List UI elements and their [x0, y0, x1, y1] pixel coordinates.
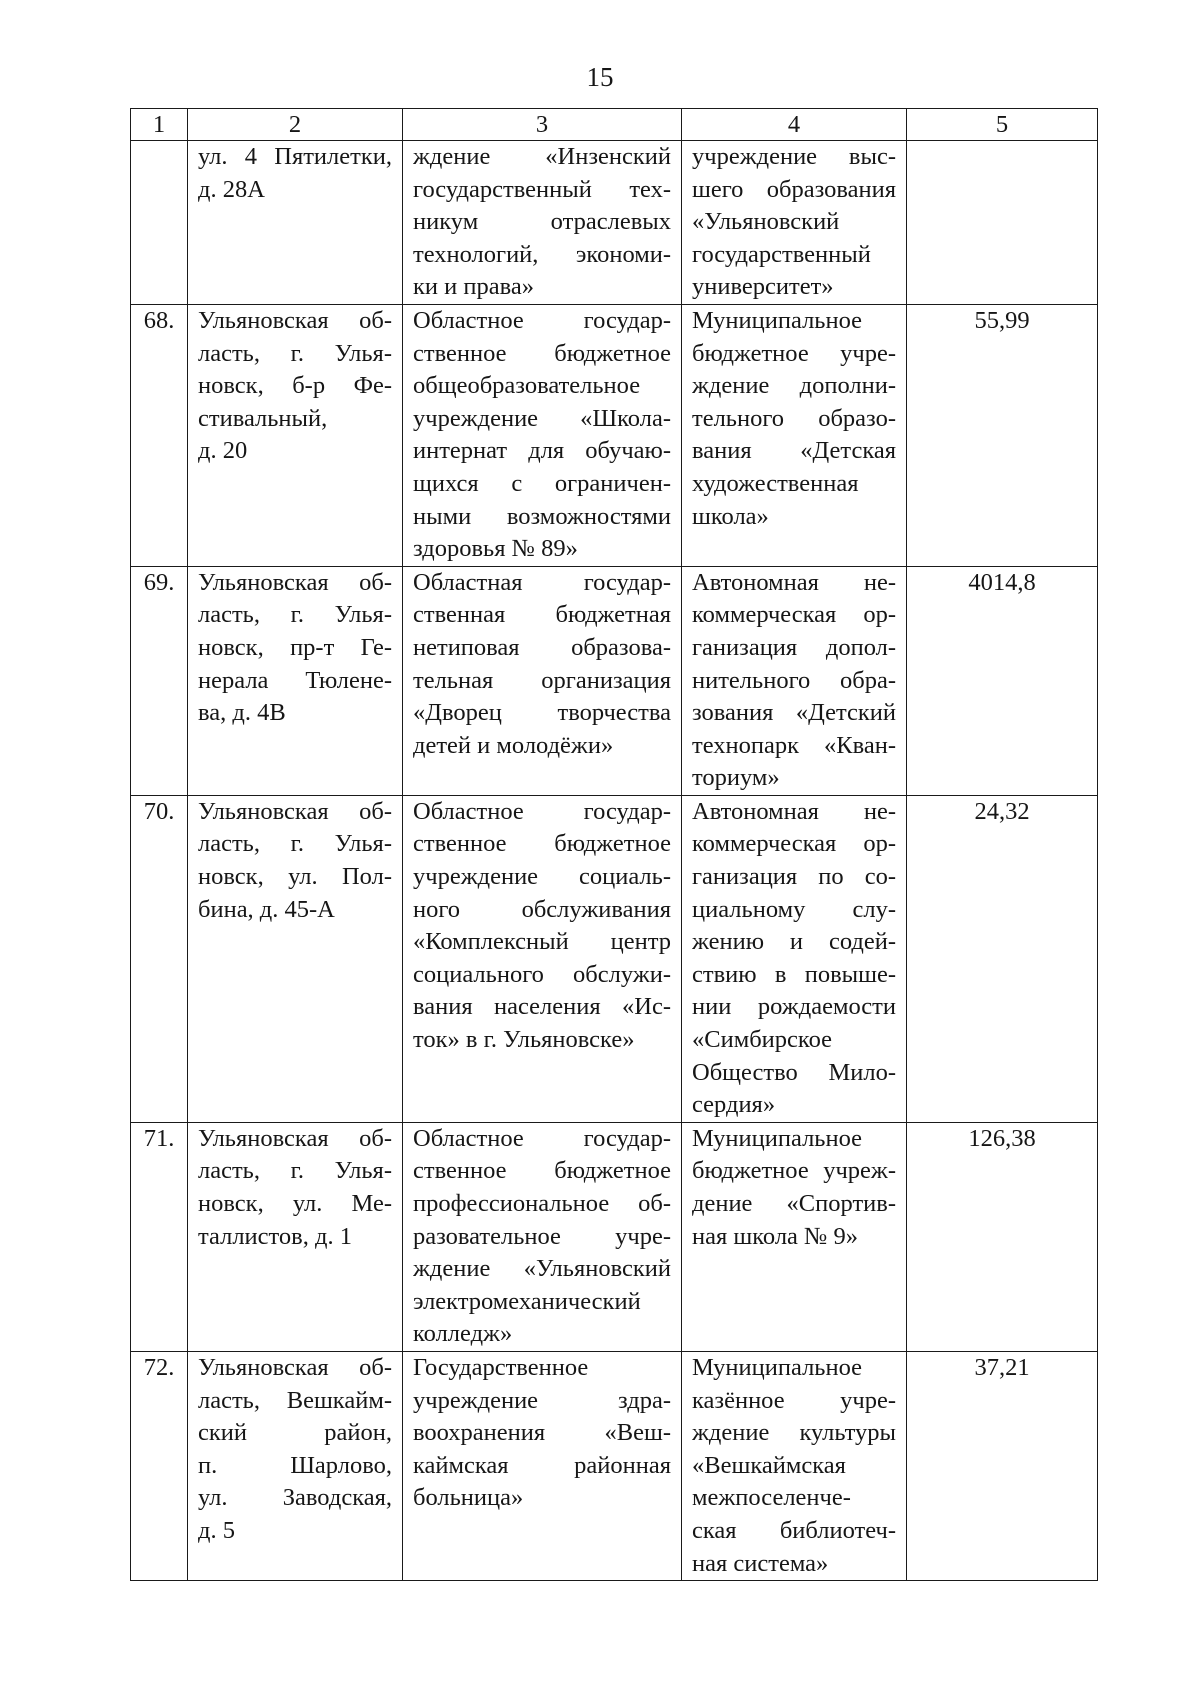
- recipient-organization-line: Автономная не-: [692, 568, 896, 596]
- current-holder-line: ственное бюджетное: [413, 1157, 671, 1185]
- object-address-line: Ульяновская об-: [198, 797, 392, 825]
- recipient-organization-line: государственный: [692, 240, 871, 268]
- row-number: 68.: [131, 304, 188, 566]
- current-holder-line: нетиповая образова-: [413, 633, 671, 661]
- area-value: 55,99: [907, 304, 1098, 566]
- recipient-organization-line: вания «Детская: [692, 437, 896, 465]
- object-address-line: ский район,: [198, 1419, 392, 1447]
- table-row: [131, 304, 1098, 566]
- table-row: [131, 795, 1098, 1122]
- current-holder-line: каймская районная: [413, 1451, 671, 1479]
- current-holder-line: ственное бюджетное: [413, 830, 671, 858]
- current-holder-line: ственная бюджетная: [413, 601, 671, 629]
- object-address-line: п. Шарлово,: [198, 1451, 392, 1479]
- recipient-organization-line: технопарк «Кван-: [692, 731, 896, 759]
- object-address-line: новск, б-р Фе-: [198, 372, 392, 400]
- table-body: [131, 141, 1098, 1581]
- current-holder-line: учреждение социаль-: [413, 863, 671, 891]
- recipient-organization-line: жению и содей-: [692, 928, 896, 956]
- current-holder-line: ки и права»: [413, 273, 534, 301]
- table-header-row: [131, 109, 1098, 141]
- current-holder-line: ственное бюджетное: [413, 339, 671, 367]
- recipient-organization-line: ная система»: [692, 1549, 829, 1577]
- recipient-organization-line: коммерческая ор-: [692, 601, 896, 629]
- recipient-organization: [682, 304, 907, 566]
- area-value: 24,32: [907, 795, 1098, 1122]
- current-holder-line: Государственное: [413, 1353, 589, 1381]
- recipient-organization-line: ская библиотеч-: [692, 1516, 896, 1544]
- recipient-organization-line: художественная: [692, 469, 859, 497]
- current-holder-line: здоровья № 89»: [413, 535, 578, 563]
- object-address-line: Ульяновская об-: [198, 568, 392, 596]
- object-address: [188, 1122, 403, 1351]
- recipient-organization-line: ствию в повыше-: [692, 960, 896, 988]
- object-address: [188, 304, 403, 566]
- recipient-organization-line: ганизация допол-: [692, 633, 896, 661]
- area-value: 37,21: [907, 1351, 1098, 1580]
- current-holder-line: больница»: [413, 1484, 524, 1512]
- object-address-line: бина, д. 45-А: [198, 895, 335, 923]
- current-holder-line: колледж»: [413, 1320, 513, 1348]
- recipient-organization-line: Муниципальное: [692, 306, 863, 334]
- object-address-line: д. 5: [198, 1516, 235, 1544]
- recipient-organization-line: Автономная не-: [692, 797, 896, 825]
- current-holder-line: учреждение здра-: [413, 1386, 671, 1414]
- current-holder-line: «Комплексный центр: [413, 928, 671, 956]
- column-header-4: 4: [682, 109, 907, 141]
- current-holder-line: социального обслужи-: [413, 960, 671, 988]
- table-row: [131, 1351, 1098, 1580]
- column-header-3: 3: [403, 109, 682, 141]
- recipient-organization-line: «Ульяновский: [692, 208, 840, 236]
- recipient-organization-line: ная школа № 9»: [692, 1222, 859, 1250]
- recipient-organization-line: ганизация по со-: [692, 863, 896, 891]
- recipient-organization-line: сердия»: [692, 1091, 776, 1119]
- object-address-line: таллистов, д. 1: [198, 1222, 352, 1250]
- recipient-organization-line: ториум»: [692, 764, 780, 792]
- recipient-organization-line: Муниципальное: [692, 1124, 863, 1152]
- current-holder-line: ждение «Ульяновский: [413, 1255, 671, 1283]
- recipient-organization-line: зования «Детский: [692, 699, 896, 727]
- recipient-organization: [682, 1351, 907, 1580]
- recipient-organization-line: коммерческая ор-: [692, 830, 896, 858]
- object-address: [188, 1351, 403, 1580]
- recipient-organization-line: циальному слу-: [692, 895, 896, 923]
- table-row: [131, 566, 1098, 795]
- object-address-line: ласть, г. Улья-: [198, 1157, 392, 1185]
- current-holder-line: тельная организация: [413, 666, 671, 694]
- table-row: [131, 1122, 1098, 1351]
- object-address-line: ласть, г. Улья-: [198, 830, 392, 858]
- current-holder-line: профессиональное об-: [413, 1190, 671, 1217]
- recipient-organization-line: университет»: [692, 273, 834, 301]
- current-holder-line: государственный тех-: [413, 175, 671, 203]
- recipient-organization: [682, 141, 907, 305]
- current-holder: [403, 566, 682, 795]
- current-holder: [403, 795, 682, 1122]
- row-number: [131, 141, 188, 305]
- current-holder-line: Областное государ-: [413, 306, 671, 334]
- current-holder-line: никум отраслевых: [413, 208, 671, 236]
- object-address-line: ул. 4 Пятилетки,: [198, 143, 392, 170]
- recipient-organization-line: межпоселенче-: [692, 1484, 851, 1512]
- recipient-organization-line: ждение культуры: [692, 1419, 896, 1447]
- page-number: 15: [586, 62, 614, 92]
- recipient-organization-line: Муниципальное: [692, 1353, 863, 1381]
- current-holder-line: технологий, экономи-: [413, 240, 671, 268]
- row-number: 70.: [131, 795, 188, 1122]
- current-holder-line: ного обслуживания: [413, 895, 671, 923]
- current-holder: [403, 1351, 682, 1580]
- current-holder: [403, 304, 682, 566]
- column-header-5: 5: [907, 109, 1098, 141]
- object-address-line: ва, д. 4В: [198, 699, 286, 727]
- object-address-line: д. 28А: [198, 175, 265, 203]
- current-holder-line: щихся с ограничен-: [413, 469, 671, 497]
- recipient-organization-line: «Вешкаймская: [692, 1451, 846, 1479]
- current-holder-line: электромеханический: [413, 1287, 641, 1315]
- recipient-organization: [682, 795, 907, 1122]
- area-value: 4014,8: [907, 566, 1098, 795]
- current-holder-line: вания населения «Ис-: [413, 993, 671, 1021]
- current-holder-line: интернат для обучаю-: [413, 437, 671, 465]
- table-row: [131, 141, 1098, 305]
- current-holder-line: «Дворец творчества: [413, 699, 671, 727]
- area-value: 126,38: [907, 1122, 1098, 1351]
- object-address-line: новск, ул. Ме-: [198, 1190, 392, 1217]
- recipient-organization-line: «Симбирское: [692, 1026, 832, 1054]
- current-holder-line: ждение «Инзенский: [413, 143, 671, 170]
- object-address-line: стивальный,: [198, 404, 328, 432]
- recipient-organization-line: нии рождаемости: [692, 993, 896, 1021]
- object-address-line: Ульяновская об-: [198, 306, 392, 334]
- recipient-organization-line: учреждение выс-: [692, 143, 896, 170]
- current-holder-line: ток» в г. Ульяновске»: [413, 1026, 635, 1054]
- row-number: 69.: [131, 566, 188, 795]
- current-holder-line: Областное государ-: [413, 1124, 671, 1152]
- current-holder-line: детей и молодёжи»: [413, 731, 614, 759]
- recipient-organization-line: Общество Мило-: [692, 1058, 896, 1086]
- object-address-line: нерала Тюлене-: [198, 666, 392, 694]
- row-number: 72.: [131, 1351, 188, 1580]
- current-holder-line: воохранения «Веш-: [413, 1419, 671, 1447]
- object-address-line: ласть, г. Улья-: [198, 601, 392, 629]
- object-address-line: д. 20: [198, 437, 248, 465]
- current-holder-line: ными возможностями: [413, 502, 671, 530]
- object-address-line: ул. Заводская,: [198, 1484, 392, 1512]
- object-address-line: новск, ул. Пол-: [198, 863, 392, 891]
- column-header-1: 1: [131, 109, 188, 141]
- object-address-line: ласть, г. Улья-: [198, 339, 392, 367]
- recipient-organization-line: дение «Спортив-: [692, 1190, 896, 1217]
- current-holder: [403, 1122, 682, 1351]
- column-header-2: 2: [188, 109, 403, 141]
- current-holder-line: разовательное учре-: [413, 1222, 671, 1250]
- recipient-organization-line: бюджетное учре-: [692, 339, 896, 367]
- recipient-organization-line: нительного обра-: [692, 666, 896, 694]
- recipient-organization: [682, 1122, 907, 1351]
- current-holder-line: Областная государ-: [413, 568, 671, 596]
- property-table: [130, 108, 1098, 1581]
- recipient-organization-line: ждение дополни-: [692, 372, 896, 400]
- current-holder: [403, 141, 682, 305]
- object-address-line: Ульяновская об-: [198, 1124, 392, 1152]
- object-address-line: ласть, Вешкайм-: [198, 1386, 392, 1414]
- object-address: [188, 141, 403, 305]
- current-holder-line: общеобразовательное: [413, 372, 641, 400]
- object-address-line: Ульяновская об-: [198, 1353, 392, 1381]
- object-address-line: новск, пр-т Ге-: [198, 633, 392, 661]
- recipient-organization-line: школа»: [692, 502, 769, 530]
- recipient-organization-line: тельного образо-: [692, 404, 896, 432]
- area-value: [907, 141, 1098, 305]
- row-number: 71.: [131, 1122, 188, 1351]
- current-holder-line: Областное государ-: [413, 797, 671, 825]
- object-address: [188, 566, 403, 795]
- object-address: [188, 795, 403, 1122]
- recipient-organization-line: шего образования: [692, 175, 896, 203]
- current-holder-line: учреждение «Школа-: [413, 404, 671, 432]
- recipient-organization: [682, 566, 907, 795]
- recipient-organization-line: казённое учре-: [692, 1386, 896, 1414]
- recipient-organization-line: бюджетное учреж-: [692, 1157, 896, 1185]
